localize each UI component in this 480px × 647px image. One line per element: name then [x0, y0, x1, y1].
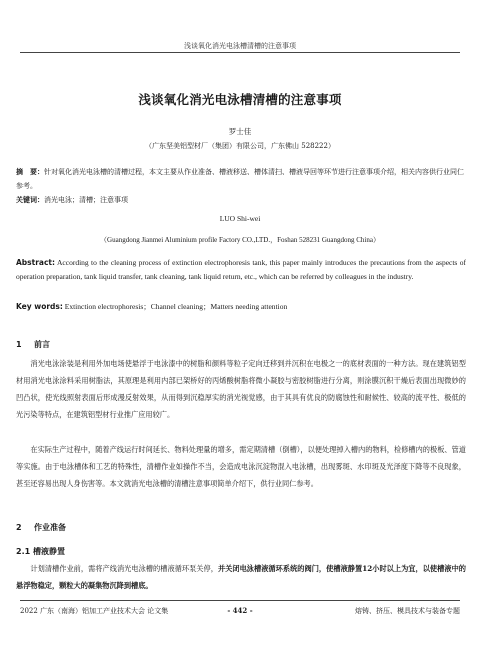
english-author: LUO Shi-wei — [219, 214, 261, 223]
english-keywords — [16, 301, 466, 312]
english-keywords-label: Key words: — [16, 302, 63, 311]
subsection-number: 2.1 — [16, 547, 31, 556]
english-abstract — [16, 256, 466, 284]
header-rule — [20, 52, 460, 53]
keywords-label: 关键词： — [16, 196, 44, 204]
page-number: - 442 - — [227, 606, 253, 615]
abstract-label: 摘 要： — [16, 168, 44, 176]
chinese-keywords — [16, 195, 466, 205]
paragraph-bold-text: 并关闭电泳槽液循环系统的阀门，使槽液静置12小时以上为宜，以使槽液中的悬浮物稳定，颗粒大的凝集物沉降到槽底。 — [16, 564, 466, 590]
section-number: 2 — [16, 523, 22, 532]
subsection-heading-2-1 — [16, 546, 65, 557]
english-abstract-label: Abstract: — [16, 258, 56, 267]
paragraph-tank-settling — [16, 560, 466, 594]
running-header: 浅谈氧化消光电泳槽清槽的注意事项 — [184, 42, 296, 50]
english-abstract-text: According to the cleaning process of extinction electrophoresis tank, this paper mainly introduces the precautions from the aspects of operation preparation, tank liquid transfer, tank cleaning, tank liquid return, etc., which can be referred by colleagues in the industry. — [16, 258, 466, 281]
section-heading-1 — [16, 339, 50, 350]
article-title: 浅谈氧化消光电泳槽清槽的注意事项 — [138, 92, 342, 107]
section-heading-2 — [16, 522, 66, 533]
english-keywords-text: Extinction electrophoresis；Channel cleaning；Matters needing attention — [62, 302, 288, 311]
footer-rule — [20, 600, 460, 601]
paragraph-text: 计划清槽作业前，需将产线消光电泳槽的槽液循环泵关停， — [30, 564, 218, 573]
chinese-abstract — [16, 166, 466, 193]
intro-paragraph-1: 消光电泳涂装是利用外加电场使悬浮于电泳漆中的树脂和颜料等粒子定向迁移到并沉积在电极之一的底材表面的一种方法。现在建筑铝型材用消光电泳涂料采用树脂法，其原理是利用内部已架桥好的丙烯酸树脂将微小凝胶与密胶树脂进行分离，则涂膜沉积干燥后表面出现微妙的凹凸状，使光线照射表面后形成漫反射效果，从而得到沉稳厚实的消光视觉感，由于其具有优良的防腐蚀性和耐候性、较高的流平性、极低的光污染等特点，在建筑铝型材行业推广应用较广。 — [16, 359, 466, 419]
section-title: 前言 — [34, 340, 50, 349]
section-number: 1 — [16, 340, 22, 349]
intro-paragraph-2: 在实际生产过程中，随着产线运行时间延长、物料处理量的增多，需定期清槽（倒槽），以便处理掉入槽内的物料，检修槽内的极板、管道等实施。由于电泳槽体和工艺的特殊性，清槽作业如操作不当，会造成电泳沉淀物混入电泳槽，出现雾斑、水印斑及光泽度下降等不良现象，甚至还容易出现人身伤害等。本文就消光电泳槽的清槽注意事项简单介绍下，供行业同仁参考。 — [16, 445, 466, 488]
subsection-title: 槽液静置 — [32, 547, 65, 556]
author-affiliation: （广东坚美铝型材厂（集团）有限公司，广东佛山 528222） — [145, 142, 335, 150]
footer-proceedings: 2022 广东（南海）铝加工产业技术大会 论文集 — [20, 607, 169, 615]
english-affiliation: （Guangdong Jianmei Aluminium profile Factory CO.,LTD.，Foshan 528231 Guangdong China） — [100, 236, 380, 244]
footer-topic: 熔铸、挤压、模具技术与装备专题 — [355, 607, 460, 615]
abstract-text: 针对氧化消光电泳槽的清槽过程，本文主要从作业准备、槽液移送、槽体清扫、槽液导回等环节进行注意事项介绍，相关内容供行业同仁参考。 — [16, 168, 464, 190]
author-name: 罗士佳 — [228, 127, 252, 136]
keywords-text: 消光电泳；清槽；注意事项 — [44, 196, 128, 204]
section-title: 作业准备 — [34, 523, 66, 532]
